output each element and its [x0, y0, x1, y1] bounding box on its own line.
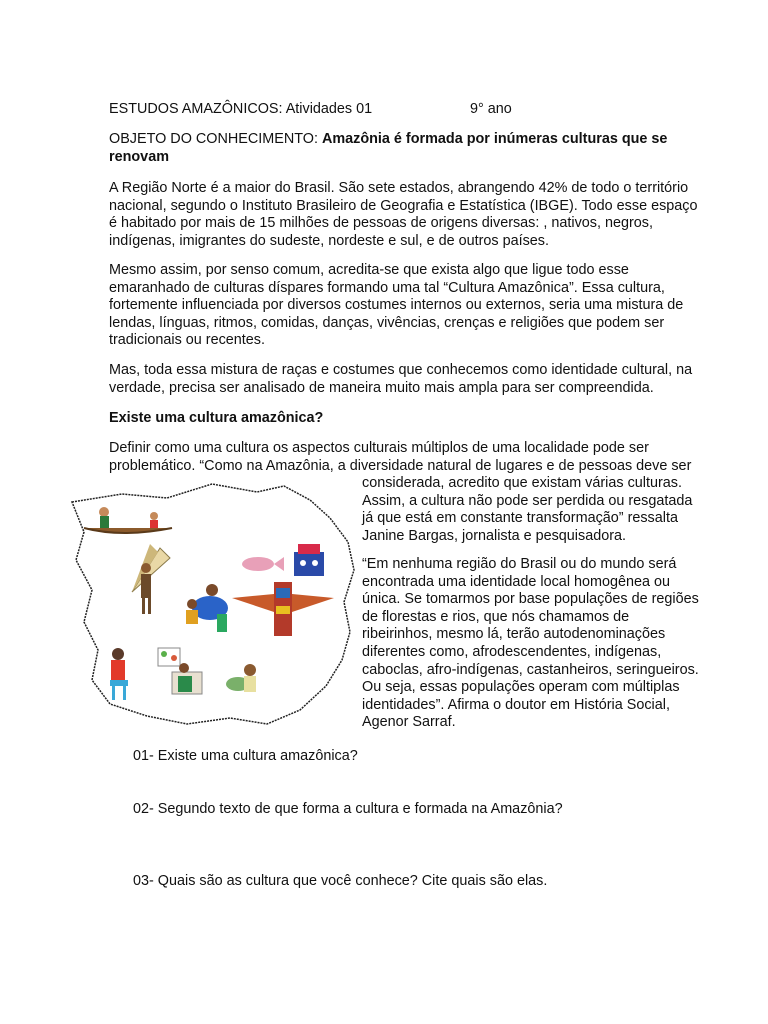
paragraph-1: A Região Norte é a maior do Brasil. São sete estados, abrangendo 42% de todo o território nacional, segundo o Instituto Brasileiro de Geografia e Estatística (IBGE). Todo esse espaço é habitado por mais de 15 milhões de pessoas de origens diversas: , nativos, negros, indígenas, imigrantes do sudeste, nordeste e sul, e de outros países. — [109, 180, 698, 249]
knowledge-objective — [109, 131, 699, 166]
mask-icon — [294, 544, 324, 576]
paragraph-4: Definir como uma cultura os aspectos culturais múltiplos de uma localidade pode ser problemático. “Como na Amazônia, a diversidade natural de lugares e de pessoas deve ser — [109, 440, 692, 474]
question-1: 01- Existe uma cultura amazônica? — [133, 748, 358, 764]
paragraph-2: Mesmo assim, por senso comum, acredita-se que exista algo que ligue todo esse emaranhado de culturas díspares formando uma tal “Cultura Amazônica”. Essa cultura, fortemente influenciada por diversos costumes internos ou externos, seria uma mistura de lendas, línguas, ritmos, comidas, danças, vivências, crenças e religiões que podem ser tradicionais ou recentes. — [109, 262, 684, 349]
child-figure-icon — [244, 664, 256, 692]
question-3: 03- Quais são as cultura que você conhece? Cite quais são elas. — [133, 873, 548, 889]
section-heading: Existe uma cultura amazônica? — [109, 410, 324, 426]
question-2: 02- Segundo texto de que forma a cultura e formada na Amazônia? — [133, 801, 563, 817]
objective-label: OBJETO DO CONHECIMENTO: — [109, 131, 322, 147]
document-title: ESTUDOS AMAZÔNICOS: Atividades 01 — [109, 101, 373, 117]
objective-text: Amazônia é formada por inúmeras culturas que se renovam — [109, 131, 668, 165]
paragraph-3: Mas, toda essa mistura de raças e costumes que conhecemos como identidade cultural, na verdade, precisa ser analisado de maneira muito mais ampla para ser compreendida. — [109, 362, 693, 396]
grade-label: 9° ano — [470, 101, 512, 117]
paragraph-right-2: “Em nenhuma região do Brasil ou do mundo será encontrada uma identidade local homogênea ou única. Se tomarmos por base populações de regiões de florestas e rios, que nós chamamos de ribeirinhos, mesmo lá, terão autodenominações diferentes como, afrodescendentes, indígenas, caboclas, afro-indígenas, castanheiros, seringueiros. Ou seja, essas populações operam com múltiplas identidades”. Afirma o doutor em História Social, Agenor Sarraf. — [362, 556, 699, 731]
paragraph-right-1: considerada, acredito que existam várias culturas. Assim, a cultura não pode ser perdida ou resgatada já que está em constante transformação” ressalta Janine Bargas, jornalista e pesquisadora. — [362, 475, 693, 544]
amazon-culture-map-illustration — [62, 472, 362, 734]
